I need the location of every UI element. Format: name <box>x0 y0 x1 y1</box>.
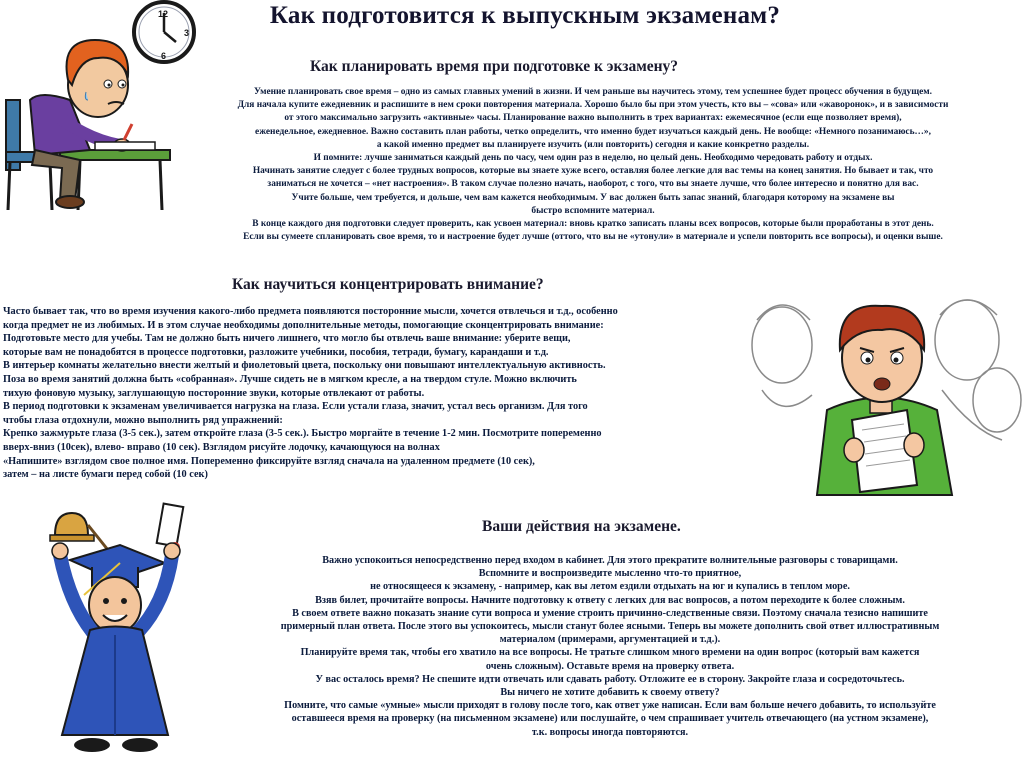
graduate-illustration <box>0 495 215 768</box>
text-line: еженедельное, ежедневное. Важно составить план работы, четко определить, что именно будет изучаться каждый день. Не вообще: «Немного позанимаюсь…», <box>255 126 931 137</box>
text-line: «Напишите» взглядом свое полное имя. Попеременно фиксируйте взгляд сначала на удаленном предмете (10 сек), <box>3 455 535 467</box>
text-line: Планируйте время так, чтобы его хватило на все вопросы. Не тратьте слишком много времени на один вопрос (который вам кажется <box>300 647 920 659</box>
section-heading-concentration: Как научиться концентрировать внимание? <box>232 276 544 293</box>
text-line: Начинать занятие следует с более трудных вопросов, которые вы знаете хуже всего, оставляя более легкие для вас темы на конец занятия. Но бывает и так, что <box>252 166 934 177</box>
section-heading-time-planning: Как планировать время при подготовке к экзамену? <box>310 58 679 75</box>
worried-student-illustration <box>742 280 1024 502</box>
text-line: затем – на листе бумаги перед собой (10 сек) <box>3 469 208 481</box>
text-line: очень сложным). Оставьте время на проверку ответа. <box>485 660 735 672</box>
clock-icon <box>134 2 194 62</box>
text-line: Поза во время занятий должна быть «собранная». Лучше сидеть не в мягком кресле, а на твердом стуле. Можно включить <box>3 373 577 385</box>
text-line: Если вы сумеете спланировать свое время, то и настроение будет лучше (оттого, что вы не «утонули» в материале и успели повторить все вопросы), и оценки выше. <box>243 232 943 243</box>
text-line: В интерьер комнаты желательно внести желтый и фиолетовый цвета, поскольку они повышают интеллектуальную активность. <box>3 360 606 372</box>
text-line: Учите больше, чем требуется, и дольше, чем вам кажется необходимым. У вас должен быть запас знаний, благодаря которому на экзамене вы <box>291 192 895 203</box>
text-line: которые вам не понадобятся в процессе подготовки, разложите учебники, пособия, тетради, бумагу, карандаши и т.д. <box>3 346 549 358</box>
text-line: Взяв билет, прочитайте вопросы. Начните подготовку к ответу с легких для вас вопросов, а потом переходите к более сложным. <box>315 594 905 606</box>
text-line: быстро вспомните материал. <box>531 205 655 216</box>
section-concentration-text <box>3 305 743 482</box>
text-line: а какой именно предмет вы планируете изучить (или повторить) сегодня и какие конкретно разделы. <box>376 139 810 150</box>
text-line: материалом (примерами, аргументацией и т.д.). <box>499 634 721 646</box>
text-line: тихую фоновую музыку, заглушающую посторонние звуки, которые отвлекают от работы. <box>3 387 425 399</box>
text-line: И помните: лучше заниматься каждый день по часу, чем один раз в неделю, но целый день. Необходимо чередовать работу и отдых. <box>313 153 873 164</box>
section-time-planning-text <box>160 86 1024 244</box>
text-line: Крепко зажмурьте глаза (3-5 сек.), затем откройте глаза (3-5 сек.). Быстро моргайте в течение 1-2 мин. Посмотрите попеременно <box>3 428 602 440</box>
text-line: В своем ответе важно показать знание сути вопроса и умение строить причинно-следственные связи. Поэтому сначала тезисно напишите <box>292 607 928 619</box>
text-line: когда предмет не из любимых. И в этом случае необходимы дополнительные методы, помогающие сконцентрировать внимание: <box>3 319 604 331</box>
text-line: чтобы глаза отдохнули, можно выполнить ряд упражнений: <box>3 414 283 426</box>
text-line: Для начала купите ежедневник и распишите в нем сроки повторения материала. Хорошо было бы при этом учесть, кто вы – «сова» или «жаворонок», и в зависимости <box>237 100 949 111</box>
text-line: Вы ничего не хотите добавить к своему ответу? <box>500 687 720 699</box>
text-line: В период подготовки к экзаменам увеличивается нагрузка на глаза. Если устали глаза, значит, устал весь организм. Для того <box>3 401 588 413</box>
text-line: заниматься не хочется – «нет настроения». В таком случае полезно начать, наоборот, с того, что вы знаете лучше, что более интересно и понятно для вас. <box>267 179 919 190</box>
clock-number-3: 3 <box>184 28 190 38</box>
text-line: У вас осталось время? Не спешите идти отвечать или сдавать работу. Отложите ее в сторону. Закройте глаза и сосредоточьтесь. <box>315 673 905 685</box>
clock-number-12: 12 <box>158 9 169 19</box>
text-line: примерный план ответа. После этого вы успокоитесь, мысли станут более ясными. Теперь вы можете дополнить свой ответ иллюстративным <box>280 621 940 633</box>
text-line: Умение планировать свое время – одно из самых главных умений в жизни. И чем раньше вы научитесь этому, тем успешнее будет процесс обучения в будущем. <box>253 87 933 97</box>
text-line: Подготовьте место для учебы. Там не должно быть ничего лишнего, что могло бы отвлечь ваше внимание: уберите вещи, <box>3 333 571 345</box>
text-line: Вспомните и воспроизведите мысленно что-то приятное, <box>478 568 742 580</box>
text-line: вверх-вниз (10сек), влево- вправо (10 сек). Взглядом рисуйте лодочку, качающуюся на волнах <box>3 441 440 453</box>
text-line: Часто бывает так, что во время изучения какого-либо предмета появляются посторонние мысли, хочется отвлечься и т.д., особенно <box>3 306 618 317</box>
text-line: не относящееся к экзамену, - например, как вы летом ездили отдыхать на юг и купались в теплом море. <box>370 581 850 593</box>
text-line: оставшееся время на проверку (на письменном экзамене) или послушайте, о чем спрашивает учитель отвечающего (на устном экзамене), <box>291 713 929 725</box>
page-title: Как подготовится к выпускным экзаменам? <box>269 2 781 29</box>
text-line: Помните, что самые «умные» мысли приходят в голову после того, как ответ уже написан. Если вам больше нечего добавить, то используйте <box>284 700 936 712</box>
text-line: т.к. вопросы иногда повторяются. <box>531 726 689 738</box>
section-heading-exam-actions: Ваши действия на экзамене. <box>482 518 681 535</box>
text-line: Важно успокоиться непосредственно перед входом в кабинет. Для этого прекратите волнительные разговоры с товарищами. <box>322 555 898 566</box>
text-line: В конце каждого дня подготовки следует проверить, как усвоен материал: вновь кратко записать планы всех вопросов, которые были проработаны в этот день. <box>252 219 934 230</box>
section-exam-actions-text <box>200 554 1020 739</box>
text-line: от этого максимально загрузить «активные» часы. Планирование важно выполнить в трех вариантах: ежемесячное (если еще позволяет время), <box>284 113 902 124</box>
clock-number-6: 6 <box>161 51 167 61</box>
